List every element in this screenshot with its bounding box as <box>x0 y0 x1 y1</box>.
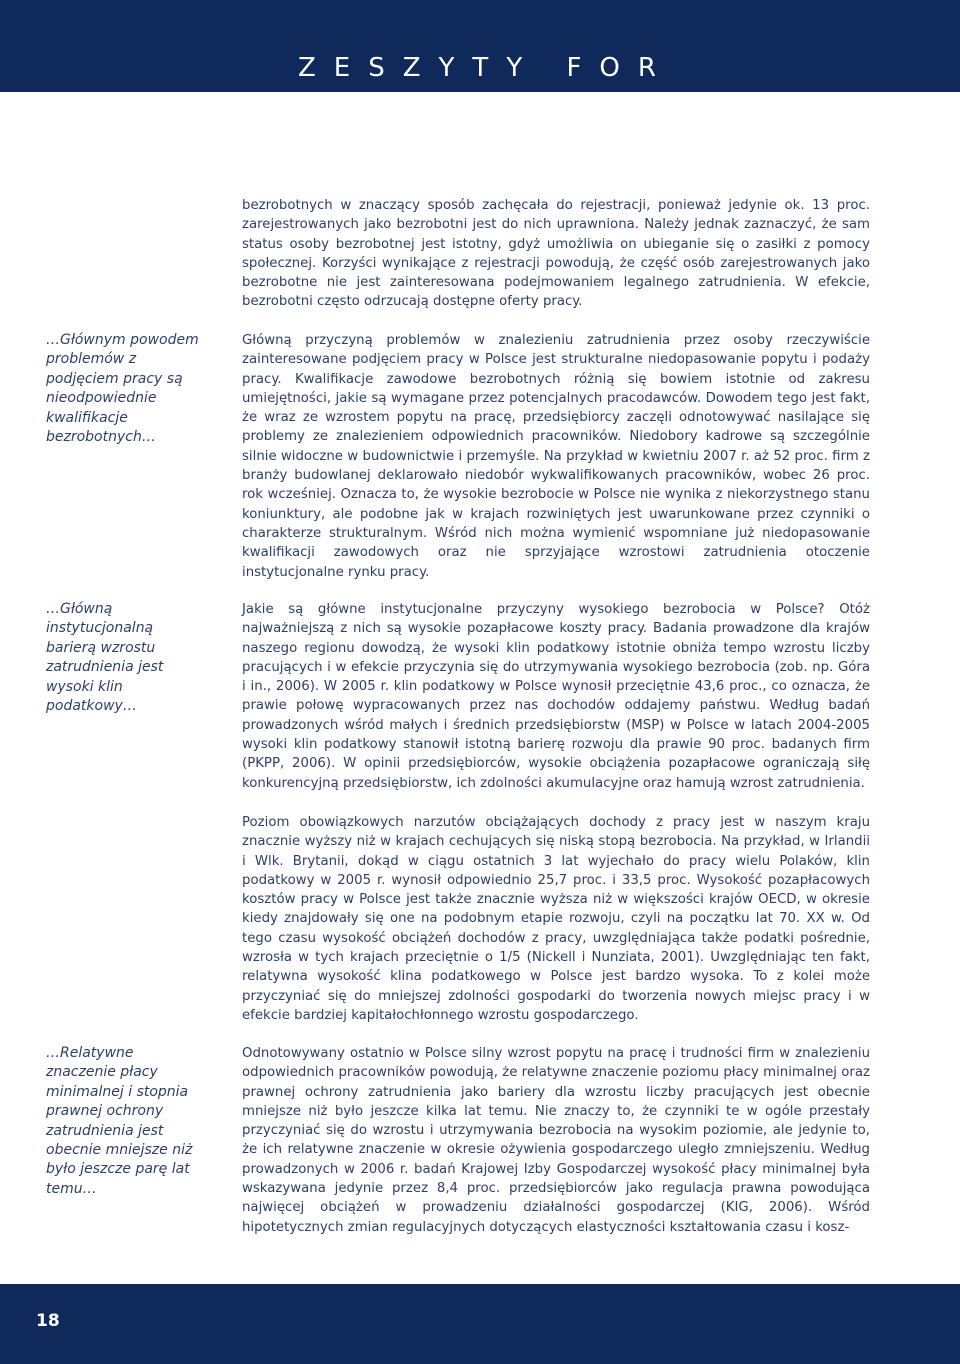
header-band <box>0 0 960 92</box>
paragraph-structural-mismatch: Główną przyczyną problemów w znalezieniu zatrudnienia przez osoby rzeczywiście zainteresowane podjęciem pracy w Polsce jest strukturalne niedopasowanie popytu i podaży pracy. Kwalifikacje zawodowe bezrobotnych różnią się bowiem istotnie od zakresu umiejętności, jakie są wymagane przez potencjalnych pracodawców. Dowodem tego jest fakt, że wraz ze wzrostem popytu na pracę, przedsiębiorcy zaczęli odnotowywać nasilające się problemy ze znalezieniem odpowiednich pracowników. Niedobory kadrowe są szczególnie silnie widoczne w budownictwie i przemyśle. Na przykład w kwietniu 2007 r. aż 52 proc. firm z branży budowlanej deklarowało niedobór wykwalifikowanych pracowników, wobec 26 proc. rok wcześniej. Oznacza to, że wysokie bezrobocie w Polsce nie wynika z niekorzystnego stanu koniunktury, ale podobne jak w krajach rozwiniętych jest uwarunkowane przez czynniki o charakterze strukturalnym. Wśród nich można wymienić wspomniane już niedopasowanie kwalifikacji zawodowych oraz nie sprzyjające wzrostowi zatrudnienia otoczenie instytucjonalne rynku pracy. <box>242 333 870 580</box>
pull-quote-minimum-wage: …Relatywne znaczenie płacy minimalnej i stopnia prawnej ochrony zatrudnienia jest obecnie mniejsze niż było jeszcze parę lat temu… <box>46 1045 193 1197</box>
paragraph-registration: bezrobotnych w znaczący sposób zachęcała do rejestracji, ponieważ jedynie ok. 13 proc. zarejestrowanych jako bezrobotni jest do nich uprawniona. Należy jednak zaznaczyć, że sam status osoby bezrobotnej jest istotny, gdyż umożliwia on ubieganie się o zasiłki z pomocy społecznej. Korzyści wynikające z rejestracji powodują, że część osób zarejestrowanych jako bezrobotne nie jest zainteresowana podejmowaniem legalnego zatrudnienia. W efekcie, bezrobotni często odrzucają dostępne oferty pracy. <box>242 198 870 310</box>
page-number: 18 <box>36 1311 60 1331</box>
pull-quote-tax-wedge: …Główną instytucjonalną barierą wzrostu zatrudnienia jest wysoki klin podatkowy… <box>46 601 164 715</box>
journal-title: ZESZYTY FOR <box>298 53 674 83</box>
paragraph-labour-costs: Poziom obowiązkowych narzutów obciążających dochody z pracy jest w naszym kraju znacznie wyższy niż w krajach cechujących się niską stopą bezrobocia. Na przykład, w Irlandii i Wlk. Brytanii, dokąd w ciągu ostatnich 3 lat wyjechało do pracy wielu Polaków, klin podatkowy w 2005 r. wynosił odpowiednio 25,7 proc. i 33,5 proc. Wysokość pozapłacowych kosztów pracy w Polsce jest także znacznie wyższa niż w większości krajów OECD, w okresie kiedy znajdowały się one na podobnym etapie rozwoju, czyli na początku lat 70. XX w. Od tego czasu wysokość obciążeń dochodów z pracy, uwzględniająca także podatki pośrednie, wzrosła w tych krajach przeciętnie o 1/5 (Nickell i Nunziata, 2001). Uwzględniając ten fakt, relatywna wysokość klina podatkowego w Polsce jest bardzo wysoka. To z kolei może przyczyniać się do mniejszej zdolności gospodarki do tworzenia nowych miejsc pracy i w efekcie bardziej kapitałochłonnego wzrostu gospodarczego. <box>242 815 870 1023</box>
pull-quote-qualifications: …Głównym powodem problemów z podjęciem pracy są nieodpowiednie kwalifikacje bezrobotnych… <box>46 332 199 446</box>
footer-band <box>0 1284 960 1364</box>
paragraph-institutional-causes: Jakie są główne instytucjonalne przyczyny wysokiego bezrobocia w Polsce? Otóż najważniejszą z nich są wysokie pozapłacowe koszty pracy. Badania prowadzone dla krajów naszego regionu dowodzą, że wysoki klin podatkowy istotnie obniża tempo wzrostu liczby pracujących i w efekcie przyczynia się do utrzymywania wysokiego bezrobocia (zob. np. Góra i in., 2006). W 2005 r. klin podatkowy w Polsce wynosił przeciętnie 43,6 proc., co oznacza, że prawie połowę wypracowanych przez nas dochodów oddajemy państwu. Według badań prowadzonych wśród małych i średnich przedsiębiorstw (MSP) w Polsce w latach 2004-2005 wysoki klin podatkowy stanowił istotną barierę rozwoju dla prawie 90 proc. badanych firm (PKPP, 2006). W opinii przedsiębiorców, wysokie obciążenia pozapłacowe ograniczają siłę konkurencyjną przedsiębiorstw, ich zdolności akumulacyjne oraz hamują wzrost zatrudnienia. <box>242 602 870 791</box>
paragraph-minimum-wage: Odnotowywany ostatnio w Polsce silny wzrost popytu na pracę i trudności firm w znalezieniu odpowiednich pracowników powodują, że relatywne znaczenie poziomu płacy minimalnej oraz prawnej ochrony zatrudnienia jako bariery dla wzrostu liczby pracujących jest obecnie mniejsze niż było jeszcze kilka lat temu. Nie znaczy to, że czynniki te w ogóle przestały przyczyniać się do wzrostu i utrzymywania bezrobocia na wysokim poziomie, ale jedynie to, że ich relatywne znaczenie w okresie ożywienia gospodarczego uległo zmniejszeniu. Według prowadzonych w 2006 r. badań Krajowej Izby Gospodarczej wysokość płacy minimalnej była wskazywana jedynie przez 8,4 proc. przedsiębiorców jako regulacja prawna powodująca najwięcej obciążeń w prowadzeniu działalności gospodarczej (KIG, 2006). Wśród hipotetycznych zmian regulacyjnych dotyczących elastyczności kształtowania czasu i kosz- <box>242 1046 870 1235</box>
